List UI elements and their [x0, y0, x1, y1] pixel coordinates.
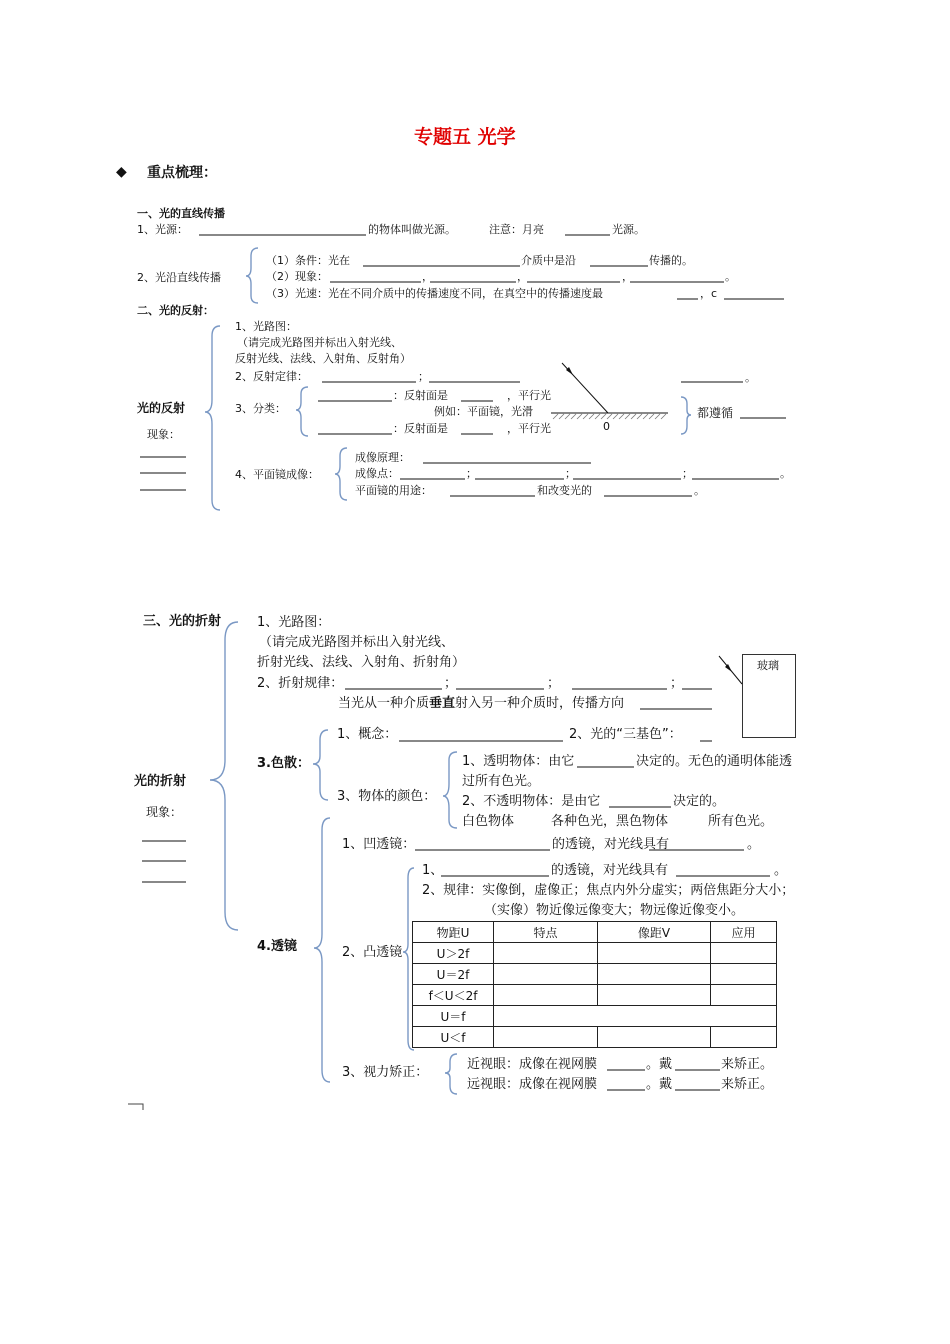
light-source-text: 的物体叫做光源。 — [368, 223, 456, 236]
corner-mark — [128, 1104, 143, 1110]
opaque-text2: 决定的。 — [673, 794, 726, 809]
concave-text: 的透镜，对光线具有 — [552, 837, 670, 852]
myopia-text3: 来矫正。 — [721, 1057, 774, 1072]
table-cell: U＝f — [413, 1006, 494, 1027]
white-object2: 各种色光，黑色物体 — [551, 814, 669, 829]
condition-text: 介质中是沿 — [521, 254, 576, 267]
table-header: 应用 — [711, 922, 777, 943]
sep: ； — [670, 676, 684, 691]
table-cell: U＝2f — [413, 964, 494, 985]
mirror-uses3: 。 — [694, 484, 705, 497]
sep: ； — [444, 676, 458, 691]
white-object: 白色物体 — [462, 814, 515, 829]
condition-end: 传播的。 — [649, 254, 693, 267]
phenomenon-label: （2）现象： — [266, 270, 328, 283]
concave-end: 。 — [747, 837, 761, 852]
convex-rule2: （实像）物近像远像变大；物远像近像变小。 — [484, 903, 745, 918]
plane-mirror-label: 4、平面镜成像： — [235, 468, 319, 481]
convex-1c: 。 — [774, 863, 788, 878]
section3-heading: 三、光的折射 — [143, 614, 222, 629]
lens-heading: 4.透镜 — [257, 939, 297, 954]
concave-label: 1、凹透镜： — [342, 837, 416, 852]
condition-label: （1）条件：光在 — [266, 254, 350, 267]
transparent-text3: 过所有色光。 — [462, 774, 541, 789]
image-principle: 成像原理： — [355, 451, 410, 464]
refraction-phenomena: 现象： — [146, 805, 183, 819]
origin-label: 0 — [603, 420, 610, 433]
sep: ； — [682, 467, 693, 480]
propagation-label: 2、光沿直线传播 — [137, 271, 221, 284]
moon-note-end: 光源。 — [612, 223, 645, 236]
subtitle: 重点梳理： — [147, 165, 217, 181]
bullet-icon: ◆ — [116, 164, 127, 180]
myopia-text2: 。戴 — [646, 1057, 673, 1072]
follow-text: 都遵循 — [697, 406, 734, 420]
dispersion-concept: 1、概念： — [337, 727, 398, 742]
light-speed-label: （3）光速：光在不同介质中的传播速度不同，在真空中的传播速度最 — [266, 287, 603, 300]
convex-1b: 的透镜，对光线具有 — [551, 863, 669, 878]
glass-label: 玻璃 — [757, 659, 779, 672]
sep: ， — [622, 270, 633, 283]
myopia-text: 近视眼：成像在视网膜 — [467, 1057, 598, 1072]
opaque-text: 2、不透明物体：是由它 — [462, 794, 601, 809]
sep: 。 — [745, 371, 756, 384]
reflection-law-label: 2、反射定律： — [235, 370, 308, 383]
specular-text: ：反射面是 — [393, 389, 448, 402]
light-speed-c: ，c — [700, 287, 718, 300]
table-cell: U＜f — [413, 1027, 494, 1048]
vision-label: 3、视力矫正： — [342, 1065, 429, 1080]
object-color-label: 3、物体的颜色： — [337, 789, 437, 804]
table-header: 像距V — [598, 922, 711, 943]
refraction-note2: 折射光线、法线、入射角、折射角） — [257, 655, 466, 670]
transparent-text2: 决定的。无色的通明体能透 — [636, 754, 793, 769]
diffuse-text2: ，平行光 — [507, 422, 551, 435]
sep: ； — [418, 370, 429, 383]
example-text: 例如：平面镜，光滑 — [434, 405, 533, 418]
table-cell: f＜U＜2f — [413, 985, 494, 1006]
reflection-diagram-note1: （请完成光路图并标出入射光线、 — [237, 336, 402, 349]
convex-label: 2、凸透镜 — [342, 945, 403, 960]
table-header: 物距U — [413, 922, 494, 943]
refraction-main: 光的折射 — [134, 774, 187, 789]
convex-1: 1、 — [422, 863, 444, 878]
sep: ； — [466, 467, 477, 480]
reflection-phenomena: 现象： — [147, 428, 180, 441]
section2-heading: 二、光的反射： — [137, 304, 214, 317]
reflection-diagram-note2: 反射光线、法线、入射角、反射角） — [235, 352, 411, 365]
refraction-diagram — [719, 656, 742, 684]
refraction-diagram-label: 1、光路图： — [257, 615, 331, 630]
hyperopia-text2: 。戴 — [646, 1077, 673, 1092]
classification-label: 3、分类： — [235, 402, 286, 415]
section1-heading: 一、光的直线传播 — [137, 207, 225, 220]
hyperopia-text3: 来矫正。 — [721, 1077, 774, 1092]
white-object3: 所有色光。 — [708, 814, 774, 829]
convex-rule: 2、规律：实像倒，虚像正；焦点内外分虚实；两倍焦距分大小； — [422, 883, 795, 898]
brace-lines — [205, 248, 691, 1094]
sep: 。 — [725, 270, 736, 283]
diffuse-text: ：反射面是 — [393, 422, 448, 435]
perpendicular-text: 当光从一种介质垂直射入另一种介质时，传播方向 — [338, 696, 625, 711]
table-header: 特点 — [494, 922, 598, 943]
hyperopia-text: 远视眼：成像在视网膜 — [467, 1077, 598, 1092]
moon-note: 注意：月亮 — [489, 223, 544, 236]
mirror-uses: 平面镜的用途： — [355, 484, 432, 497]
reflection-diagram — [551, 363, 668, 419]
page-title: 专题五 光学 — [414, 126, 516, 148]
primary-colors: 2、光的“三基色”： — [569, 727, 682, 742]
sep: ； — [565, 467, 576, 480]
refraction-law-label: 2、折射规律： — [257, 676, 344, 691]
table-cell: U＞2f — [413, 943, 494, 964]
image-features: 成像点： — [355, 467, 399, 480]
mirror-uses2: 和改变光的 — [537, 484, 592, 497]
transparent-text: 1、透明物体：由它 — [462, 754, 575, 769]
specular-text2: ，平行光 — [507, 389, 551, 402]
reflection-diagram-label: 1、光路图： — [235, 320, 297, 333]
refraction-note1: （请完成光路图并标出入射光线、 — [259, 635, 455, 650]
dispersion-heading: 3.色散： — [257, 756, 310, 771]
light-source-label: 1、光源： — [137, 223, 188, 236]
blank-underlines — [140, 235, 786, 1090]
sep: 。 — [780, 467, 791, 480]
sep: ， — [422, 270, 433, 283]
reflection-main: 光的反射 — [137, 401, 186, 415]
sep: ； — [547, 676, 561, 691]
sep: ， — [517, 270, 528, 283]
